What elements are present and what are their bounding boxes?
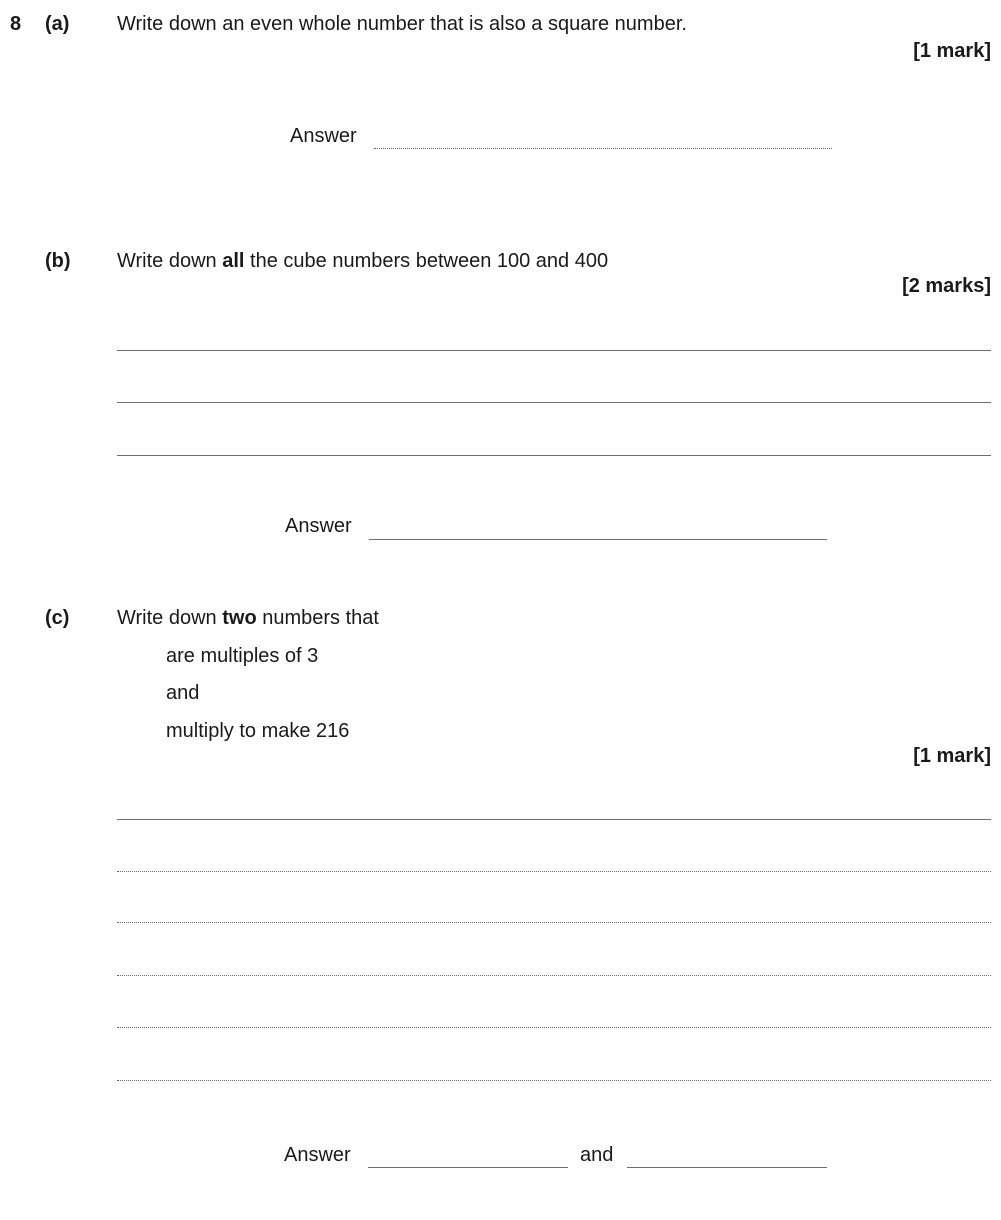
- part-c-working-line-4[interactable]: [117, 975, 991, 976]
- part-b-working-line-2[interactable]: [117, 402, 991, 403]
- part-a-marks: [1 mark]: [913, 40, 991, 62]
- part-c-condition-2: multiply to make 216: [166, 720, 350, 742]
- part-b-emphasis: all: [222, 250, 245, 272]
- part-c-working-line-3[interactable]: [117, 922, 991, 923]
- part-c-condition-1: are multiples of 3: [166, 645, 319, 667]
- part-c-answer-line-2[interactable]: [627, 1167, 827, 1168]
- part-b-answer-label: Answer: [285, 515, 352, 537]
- part-a-answer-label: Answer: [290, 125, 357, 147]
- part-c-marks: [1 mark]: [913, 745, 991, 767]
- part-c-conjunction: and: [166, 682, 200, 704]
- part-a-question-text: Write down an even whole number that is also a square number.: [117, 13, 687, 35]
- part-c-working-line-5[interactable]: [117, 1027, 991, 1028]
- part-b-answer-line[interactable]: [369, 539, 827, 540]
- part-c-question-text: Write down two numbers that: [117, 607, 379, 629]
- part-c-answer-label: Answer: [284, 1144, 351, 1166]
- part-a-answer-line[interactable]: [374, 148, 832, 149]
- part-b-label: (b): [45, 250, 71, 272]
- part-b-marks: [2 marks]: [902, 275, 991, 297]
- part-c-working-line-1[interactable]: [117, 819, 991, 820]
- part-c-working-line-6[interactable]: [117, 1080, 991, 1081]
- part-c-answer-joiner: and: [580, 1144, 614, 1166]
- part-b-working-line-3[interactable]: [117, 455, 991, 456]
- part-a-label: (a): [45, 13, 70, 35]
- part-c-working-line-2[interactable]: [117, 871, 991, 872]
- part-c-label: (c): [45, 607, 70, 629]
- part-c-emphasis: two: [222, 607, 257, 629]
- part-c-answer-line-1[interactable]: [368, 1167, 568, 1168]
- question-number: 8: [10, 13, 22, 35]
- part-b-question-text: Write down all the cube numbers between 100 and 400: [117, 250, 609, 272]
- part-b-working-line-1[interactable]: [117, 350, 991, 351]
